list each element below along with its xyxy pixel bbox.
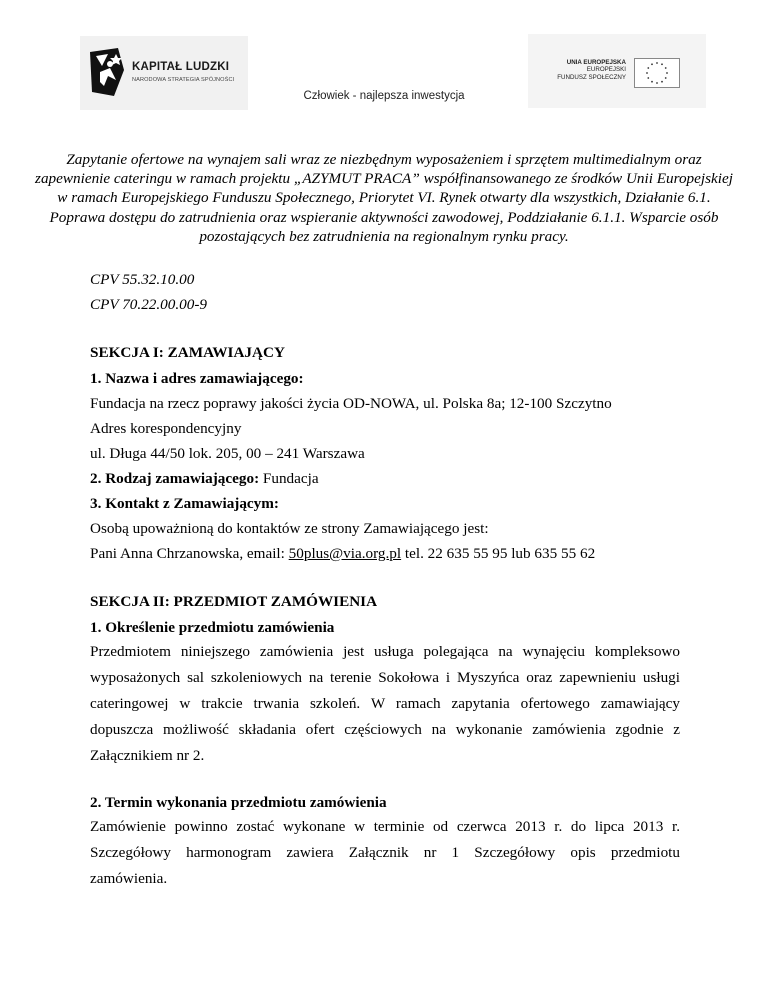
section1-item1-line3: ul. Długa 44/50 lok. 205, 00 – 241 Warszawa — [90, 445, 365, 462]
page-header — [0, 0, 768, 110]
logo-left-subtitle: NARODOWA STRATEGIA SPÓJNOŚCI — [132, 77, 235, 83]
contact-prefix: Pani Anna Chrzanowska, email: — [90, 545, 289, 562]
section1-item2 — [90, 470, 319, 488]
paragraph-line: cateringowej w trakcie trwania szkoleń. W ramach zapytania ofertowego zamawiający — [90, 695, 680, 712]
cpv-code-2: CPV 70.22.00.00-9 — [90, 296, 207, 313]
section1-heading: SEKCJA I: ZAMAWIAJĄCY — [90, 344, 285, 361]
contact-email-link[interactable]: 50plus@via.org.pl — [288, 545, 402, 562]
paragraph-line: Załącznikiem nr 2. — [90, 747, 205, 764]
header-tagline: Człowiek - najlepsza inwestycja — [303, 90, 465, 102]
paragraph-line: wyposażonych sal szkoleniowych na terenie Sokołowa i Myszyńca oraz zapewnieniu usługi — [90, 669, 680, 686]
intro-paragraph: Zapytanie ofertowe na wynajem sali wraz ze niezbędnym wyposażeniem i sprzętem multimedialnym oraz zapewnienie cateringu w ramach projektu „AZYMUT PRACA” współfinansowanego ze środków Unii Europejskiej w ramach Europejskiego Funduszu Społecznego, Priorytet VI. Rynek otwarty dla wszystkich, Działanie 6.1. Poprawa dostępu do zatrudnienia oraz wspieranie aktywności zawodowej, Poddziałanie 6.1.1. Wsparcie osób pozostających bez zatrudnienia na regionalnym rynku pracy. — [35, 151, 733, 245]
logo-left-title: KAPITAŁ LUDZKI — [132, 61, 230, 73]
section2-item1-heading: 1. Określenie przedmiotu zamówienia — [90, 619, 335, 636]
section1-item3-line1: Osobą upoważnioną do kontaktów ze strony Zamawiającego jest: — [90, 520, 489, 537]
section1-item2-value: Fundacja — [259, 470, 319, 487]
paragraph-line: zamówienia. — [90, 870, 168, 887]
paragraph-line: Przedmiotem niniejszego zamówienia jest usługa polegająca na wynajęciu kompleksowo — [90, 643, 680, 660]
section1-item3-heading: 3. Kontakt z Zamawiającym: — [90, 495, 279, 512]
cpv-code-1: CPV 55.32.10.00 — [90, 271, 195, 288]
section1-item2-label: 2. Rodzaj zamawiającego: — [90, 470, 260, 487]
eu-logo-line1: UNIA EUROPEJSKA — [566, 59, 626, 66]
eu-logo-line2: EUROPEJSKI — [586, 66, 626, 74]
section1-item1-line2: Adres korespondencyjny — [90, 420, 242, 437]
eu-logo-text — [557, 59, 626, 81]
section2-item2-heading: 2. Termin wykonania przedmiotu zamówienia — [90, 794, 387, 811]
eu-logo-line3: FUNDUSZ SPOŁECZNY — [557, 73, 626, 81]
paragraph-line: Zamówienie powinno zostać wykonane w terminie od czerwca 2013 r. do lipca 2013 r. — [90, 818, 680, 835]
section2-item1-paragraph — [90, 639, 680, 769]
eu-flag-icon — [634, 58, 680, 88]
paragraph-line: Szczegółowy harmonogram zawiera Załącznik nr 1 Szczegółowy opis przedmiotu — [90, 844, 680, 861]
section2-item2-paragraph — [90, 814, 680, 892]
section2-heading: SEKCJA II: PRZEDMIOT ZAMÓWIENIA — [90, 593, 378, 610]
contact-phone: tel. 22 635 55 95 lub 635 55 62 — [401, 545, 596, 562]
section1-item1-heading: 1. Nazwa i adres zamawiającego: — [90, 370, 304, 387]
paragraph-line: dopuszcza możliwość składania ofert częściowych na wykonanie zamówienia zgodnie z — [90, 721, 680, 738]
section1-item1-line1: Fundacja na rzecz poprawy jakości życia OD-NOWA, ul. Polska 8a; 12-100 Szczytno — [90, 395, 612, 412]
section1-item3-contact — [90, 545, 595, 563]
